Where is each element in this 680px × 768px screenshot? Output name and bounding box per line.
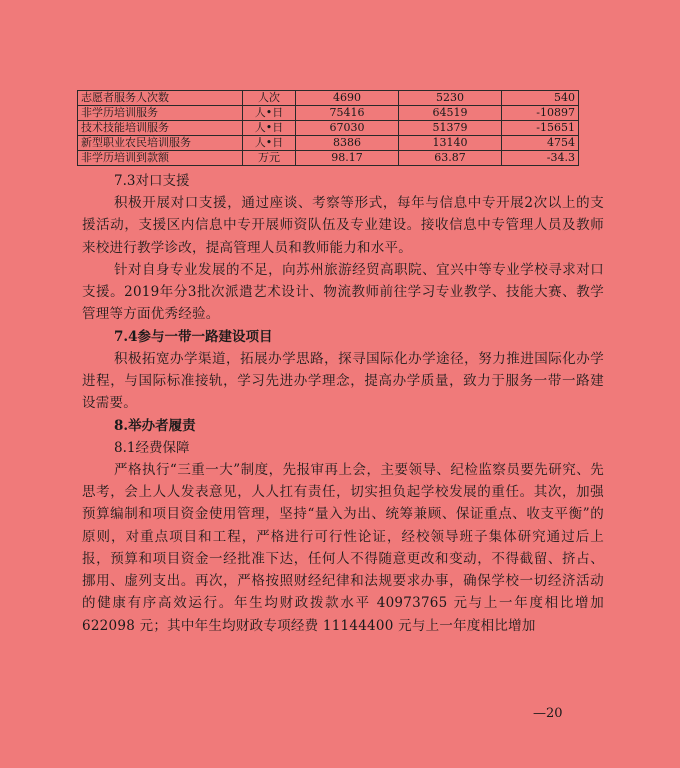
table-cell-change: -10897 <box>502 106 579 121</box>
table-cell-value: 8386 <box>296 136 399 151</box>
section-8-heading: 8.举办者履责 <box>114 417 196 434</box>
section-7-3-paragraph-1: 积极开展对口支援，通过座谈、考察等形式，每年与信息中专开展2次以上的支援活动，支援区内信息中专开展师资队伍及专业建设。接收信息中专管理人员及教师来校进行教学诊改，提高管理人员和教师能力和水平。 <box>82 195 604 256</box>
table-cell-item: 志愿者服务人次数 <box>78 91 243 106</box>
table-row <box>78 106 579 121</box>
table-cell-change: -15651 <box>502 121 579 136</box>
table-cell-value: 4690 <box>296 91 399 106</box>
table-cell-unit: 人•日 <box>243 106 296 121</box>
table-cell-item: 技术技能培训服务 <box>78 121 243 136</box>
table-cell-item: 新型职业农民培训服务 <box>78 136 243 151</box>
table-cell-value: 51379 <box>399 121 502 136</box>
table-row <box>78 136 579 151</box>
section-8-1-heading: 8.1经费保障 <box>114 439 190 456</box>
statistics-table-wrapper <box>77 90 575 166</box>
table-row <box>78 151 579 166</box>
table-cell-value: 75416 <box>296 106 399 121</box>
table-cell-unit: 人•日 <box>243 136 296 151</box>
section-7-4-heading: 7.4参与一带一路建设项目 <box>114 328 273 345</box>
section-7-3-paragraph-2: 针对自身专业发展的不足，向苏州旅游经贸高职院、宜兴中等专业学校寻求对口支援。2019年分3批次派遣艺术设计、物流教师前往学习专业教学、技能大赛、教学管理等方面优秀经验。 <box>82 261 604 323</box>
page-number: —20 <box>533 706 563 721</box>
section-7-3-heading: 7.3对口支援 <box>114 173 190 189</box>
table-cell-change: -34.3 <box>502 151 579 166</box>
table-cell-change: 540 <box>502 91 579 106</box>
section-7-4-paragraph-1: 积极拓宽办学渠道，拓展办学思路，探寻国际化办学途径，努力推进国际化办学进程，与国际标准接轨，学习先进办学理念，提高办学质量，致力于服务一带一路建设需要。 <box>82 350 604 412</box>
section-8-1-paragraph-1: 严格执行“三重一大”制度，先报审再上会，主要领导、纪检监察员要先研究、先思考，会上人人发表意见，人人扛有责任，切实担负起学校发展的重任。其次，加强预算编制和项目资金使用管理，坚持“量入为出、统筹兼顾、保证重点、收支平衡”的原则，对重点项目和工程，严格进行可行性论证，经校领导班子集体研究通过后上报，预算和项目资金一经批准下达，任何人不得随意更改和变动，不得截留、挤占、挪用、虚列支出。再次，严格按照财经纪律和法规要求办事，确保学校一切经济活动的健康有序高效运行。年生均财政拨款水平 40973765 元与上一年度相比增加 622098 元；其中年生均财政专项经费 11144400 元与上一年度相比增加 <box>82 461 604 634</box>
table-cell-value: 64519 <box>399 106 502 121</box>
table-cell-unit: 人•日 <box>243 121 296 136</box>
statistics-table <box>77 90 579 166</box>
table-cell-item: 非学历培训到款额 <box>78 151 243 166</box>
table-row <box>78 121 579 136</box>
table-cell-value: 98.17 <box>296 151 399 166</box>
table-cell-value: 63.87 <box>399 151 502 166</box>
table-cell-unit: 人次 <box>243 91 296 106</box>
table-cell-value: 5230 <box>399 91 502 106</box>
table-cell-value: 13140 <box>399 136 502 151</box>
table-cell-item: 非学历培训服务 <box>78 106 243 121</box>
table-cell-change: 4754 <box>502 136 579 151</box>
table-cell-value: 67030 <box>296 121 399 136</box>
table-cell-unit: 万元 <box>243 151 296 166</box>
document-body <box>82 170 604 637</box>
table-row <box>78 91 579 106</box>
